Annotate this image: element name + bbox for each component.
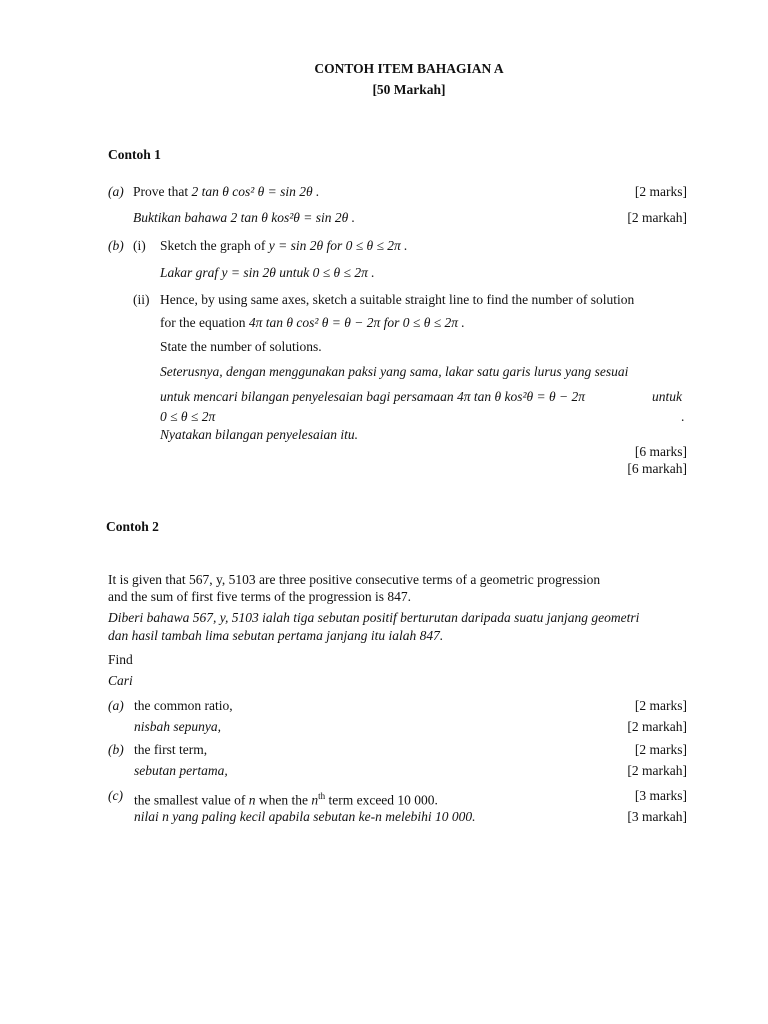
q1b-ii-en-line1: Hence, by using same axes, sketch a suitable straight line to find the number of solution bbox=[160, 292, 635, 307]
q1a-malay: Buktikan bahawa 2 tan θ kos²θ = sin 2θ . bbox=[133, 210, 356, 225]
q2b-label: (b) bbox=[108, 742, 124, 757]
q1a-marks-en: [2 marks] bbox=[634, 184, 687, 199]
q2a-english: the common ratio, bbox=[134, 698, 233, 713]
q1b-ii-ms-line3: 0 ≤ θ ≤ 2π bbox=[160, 409, 216, 424]
q2-find-ms: Cari bbox=[108, 673, 133, 688]
page-title: CONTOH ITEM BAHAGIAN A bbox=[314, 61, 504, 76]
q2a-marks-ms: [2 markah] bbox=[627, 719, 687, 734]
q2b-malay: sebutan pertama, bbox=[134, 763, 228, 778]
q2a-malay: nisbah sepunya, bbox=[134, 719, 221, 734]
q1b-label: (b) bbox=[108, 238, 124, 253]
q1b-ii-en-line3: State the number of solutions. bbox=[160, 339, 322, 354]
q1b-ii-ms-line3-dot: . bbox=[681, 409, 685, 424]
q1b-ii-ms-line1: Seterusnya, dengan menggunakan paksi yang sama, lakar satu garis lurus yang sesuai bbox=[160, 364, 629, 379]
q1a-marks-ms: [2 markah] bbox=[627, 210, 687, 225]
q2c-marks-ms: [3 markah] bbox=[627, 809, 687, 824]
q2b-marks-ms: [2 markah] bbox=[627, 763, 687, 778]
q1b-ii-ms-line2: untuk mencari bilangan penyelesaian bagi persamaan 4π tan θ kos²θ = θ − 2π bbox=[160, 389, 586, 404]
q1b-ii-label: (ii) bbox=[133, 292, 150, 307]
q1a-english: Prove that 2 tan θ cos² θ = sin 2θ . bbox=[133, 184, 320, 199]
q2c-english: the smallest value of n when the $n^{th}$ term exceed 10 000. bbox=[134, 791, 438, 808]
q2c-marks-en: [3 marks] bbox=[634, 788, 687, 803]
q1b-i-label: (i) bbox=[133, 238, 146, 253]
q1a-label: (a) bbox=[108, 184, 124, 199]
q2-en-line1: It is given that 567, y, 5103 are three positive consecutive terms of a geometric progression bbox=[108, 572, 601, 587]
q2b-english: the first term, bbox=[134, 742, 208, 757]
q2c-label: (c) bbox=[108, 788, 123, 803]
q1b-marks-en: [6 marks] bbox=[634, 444, 687, 459]
question-2-heading: Contoh 2 bbox=[106, 519, 159, 534]
q2c-malay: nilai n yang paling kecil apabila sebutan ke-n melebihi 10 000. bbox=[134, 809, 476, 824]
q1b-ii-ms-line2-end: untuk bbox=[652, 389, 682, 404]
q1b-i-english: Sketch the graph of y = sin 2θ for 0 ≤ θ ≤ 2π . bbox=[160, 238, 408, 253]
q1b-i-malay: Lakar graf y = sin 2θ untuk 0 ≤ θ ≤ 2π . bbox=[160, 265, 375, 280]
q2-ms-line2: dan hasil tambah lima sebutan pertama janjang itu ialah 847. bbox=[108, 628, 444, 643]
q1b-marks-ms: [6 markah] bbox=[627, 461, 687, 476]
q1b-ii-ms-line4: Nyatakan bilangan penyelesaian itu. bbox=[160, 427, 358, 442]
question-1-heading: Contoh 1 bbox=[108, 147, 161, 162]
q2a-label: (a) bbox=[108, 698, 124, 713]
q2a-marks-en: [2 marks] bbox=[634, 698, 687, 713]
q1b-ii-en-line2: for the equation 4π tan θ cos² θ = θ − 2π for 0 ≤ θ ≤ 2π . bbox=[160, 315, 465, 330]
q2-find-en: Find bbox=[108, 652, 133, 667]
q2-ms-line1: Diberi bahawa 567, y, 5103 ialah tiga sebutan positif berturutan daripada suatu janjang geometri bbox=[108, 610, 640, 625]
q2b-marks-en: [2 marks] bbox=[634, 742, 687, 757]
q2-en-line2: and the sum of first five terms of the progression is 847. bbox=[108, 589, 411, 604]
total-marks: [50 Markah] bbox=[372, 82, 446, 97]
